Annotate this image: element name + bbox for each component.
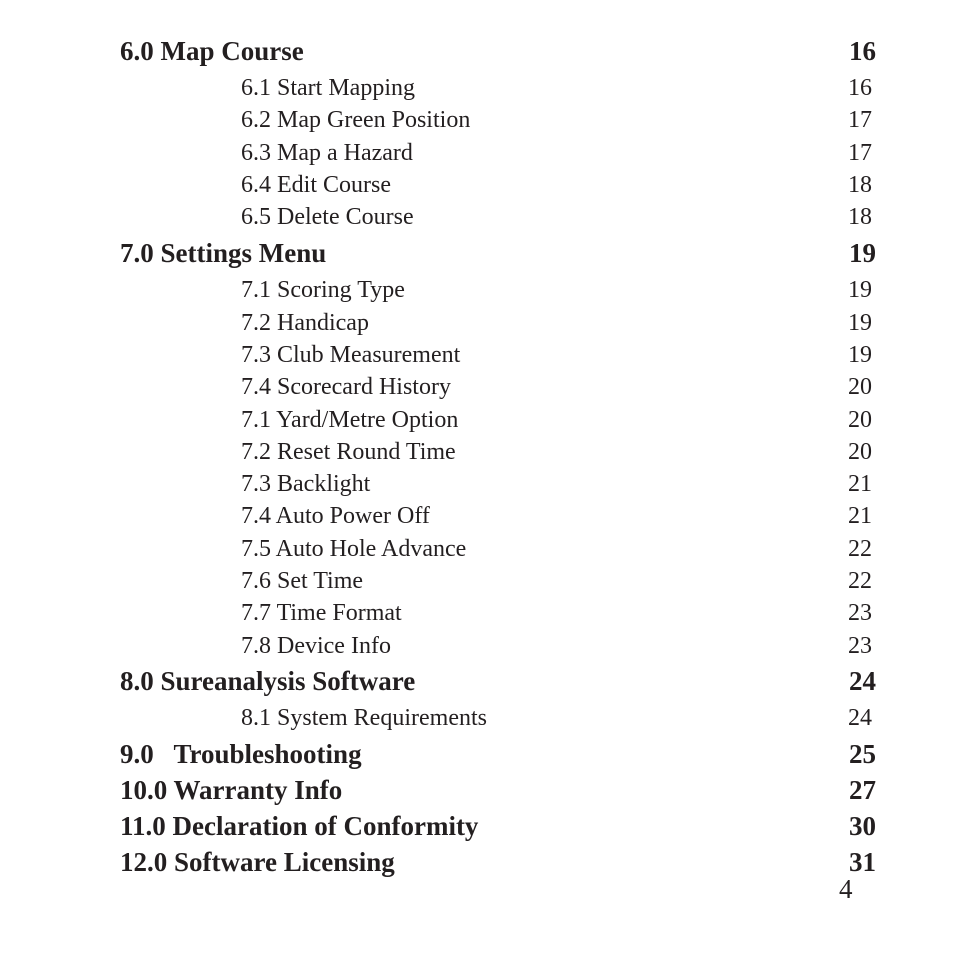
toc-entry-page: 25 bbox=[849, 739, 876, 769]
toc-entry-page: 22 bbox=[848, 536, 872, 562]
toc-entry-page: 23 bbox=[848, 633, 872, 659]
toc-entry-page: 22 bbox=[848, 568, 872, 594]
toc-entry-page: 21 bbox=[848, 471, 872, 497]
toc-entry-title: 7.3 Backlight bbox=[241, 471, 371, 497]
toc-entry-page: 16 bbox=[849, 36, 876, 66]
toc-entry-page: 19 bbox=[848, 310, 872, 336]
toc-entry-title: 7.2 Reset Round Time bbox=[241, 439, 456, 465]
toc-entry-title: 8.1 System Requirements bbox=[241, 705, 487, 731]
toc-entry-title: 6.4 Edit Course bbox=[241, 172, 391, 198]
toc-entry-page: 30 bbox=[849, 811, 876, 841]
toc-entry-page: 27 bbox=[849, 775, 876, 805]
toc-entry-page: 20 bbox=[848, 374, 872, 400]
toc-entry-title: 9.0 Troubleshooting bbox=[120, 739, 362, 769]
toc-entry-title: 7.8 Device Info bbox=[241, 633, 391, 659]
toc-entry-title: 6.1 Start Mapping bbox=[241, 75, 415, 101]
toc-entry-title: 7.4 Auto Power Off bbox=[241, 503, 430, 529]
toc-entry-title: 12.0 Software Licensing bbox=[120, 847, 395, 877]
toc-entry-title: 7.3 Club Measurement bbox=[241, 342, 461, 368]
toc-entry-page: 19 bbox=[848, 277, 872, 303]
toc-entry-page: 20 bbox=[848, 439, 872, 465]
toc-entry-title: 6.2 Map Green Position bbox=[241, 107, 471, 133]
toc-entry-page: 16 bbox=[848, 75, 872, 101]
toc-entry-title: 7.5 Auto Hole Advance bbox=[241, 536, 467, 562]
toc-entry-page: 31 bbox=[849, 847, 876, 877]
toc-entry-page: 19 bbox=[848, 342, 872, 368]
toc-entry-page: 21 bbox=[848, 503, 872, 529]
toc-entry-title: 7.1 Scoring Type bbox=[241, 277, 405, 303]
toc-entry-page: 19 bbox=[849, 238, 876, 268]
toc-entry-page: 17 bbox=[848, 107, 872, 133]
toc-entry-title: 6.5 Delete Course bbox=[241, 204, 414, 230]
toc-entry-title: 8.0 Sureanalysis Software bbox=[120, 666, 416, 696]
toc-entry-title: 7.4 Scorecard History bbox=[241, 374, 451, 400]
toc-entry-page: 18 bbox=[848, 172, 872, 198]
toc-entry-title: 6.0 Map Course bbox=[120, 36, 304, 66]
toc-entry-page: 18 bbox=[848, 204, 872, 230]
toc-entry-title: 7.1 Yard/Metre Option bbox=[241, 407, 459, 433]
toc-entry-page: 24 bbox=[848, 705, 872, 731]
toc-entry-page: 20 bbox=[848, 407, 872, 433]
toc-entry-title: 7.2 Handicap bbox=[241, 310, 369, 336]
toc-entry-title: 7.6 Set Time bbox=[241, 568, 364, 594]
page-number: 4 bbox=[839, 874, 853, 904]
toc-entry-title: 7.7 Time Format bbox=[241, 600, 402, 626]
toc-entry-page: 17 bbox=[848, 140, 872, 166]
toc-entry-title: 7.0 Settings Menu bbox=[120, 238, 327, 268]
toc-entry-page: 23 bbox=[848, 600, 872, 626]
toc-entry-page: 24 bbox=[849, 666, 876, 696]
toc-entry-title: 6.3 Map a Hazard bbox=[241, 140, 413, 166]
toc-entry-title: 10.0 Warranty Info bbox=[120, 775, 343, 805]
toc-entry-title: 11.0 Declaration of Conformity bbox=[120, 811, 479, 841]
